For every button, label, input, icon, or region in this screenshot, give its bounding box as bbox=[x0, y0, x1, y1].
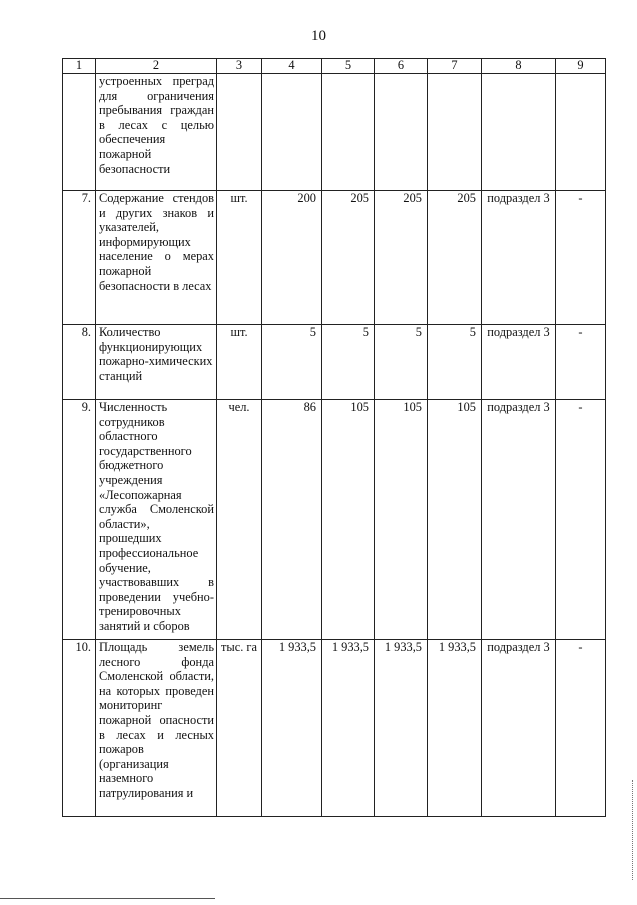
column-header: 4 bbox=[262, 59, 322, 74]
value-cell: 200 bbox=[262, 191, 322, 325]
value-cell bbox=[322, 74, 375, 191]
indicator-name: Площадь земель лесного фонда Смоленской области, на которых проведен мониторинг пожарной опасности в лесах и лесных пожаров (организация наземного патрулирования и bbox=[96, 640, 217, 817]
column-header: 9 bbox=[556, 59, 606, 74]
value-cell: 1 933,5 bbox=[322, 640, 375, 817]
note-cell: - bbox=[556, 191, 606, 325]
value-cell bbox=[428, 74, 482, 191]
row-number: 9. bbox=[63, 400, 96, 640]
value-cell: 5 bbox=[375, 325, 428, 400]
column-header: 6 bbox=[375, 59, 428, 74]
indicator-name: Количество функционирующих пожарно-химических станций bbox=[96, 325, 217, 400]
section-cell: подраздел 3 bbox=[482, 400, 556, 640]
value-cell bbox=[375, 74, 428, 191]
unit-cell: тыс. га bbox=[217, 640, 262, 817]
value-cell: 5 bbox=[262, 325, 322, 400]
indicator-name: Содержание стендов и других знаков и указателей, информирующих население о мерах пожарной безопасности в лесах bbox=[96, 191, 217, 325]
margin-mark bbox=[632, 780, 634, 880]
column-header: 1 bbox=[63, 59, 96, 74]
row-number: 10. bbox=[63, 640, 96, 817]
value-cell: 1 933,5 bbox=[262, 640, 322, 817]
table-row bbox=[63, 400, 606, 640]
value-cell bbox=[262, 74, 322, 191]
note-cell: - bbox=[556, 325, 606, 400]
value-cell: 105 bbox=[322, 400, 375, 640]
row-number: 8. bbox=[63, 325, 96, 400]
value-cell: 105 bbox=[375, 400, 428, 640]
bottom-rule bbox=[0, 898, 215, 899]
table-row bbox=[63, 191, 606, 325]
column-header: 7 bbox=[428, 59, 482, 74]
row-number: 7. bbox=[63, 191, 96, 325]
table-row bbox=[63, 74, 606, 191]
note-cell: - bbox=[556, 400, 606, 640]
value-cell: 5 bbox=[322, 325, 375, 400]
indicator-name: Численность сотрудников областного государственного бюджетного учреждения «Лесопожарная служба Смоленской области», прошедших профессиональное обучение, участвовавших в проведении учебно-тренировочных занятий и сборов bbox=[96, 400, 217, 640]
column-header: 2 bbox=[96, 59, 217, 74]
section-cell: подраздел 3 bbox=[482, 325, 556, 400]
section-cell bbox=[482, 74, 556, 191]
indicators-table bbox=[62, 58, 606, 817]
note-cell bbox=[556, 74, 606, 191]
section-cell: подраздел 3 bbox=[482, 640, 556, 817]
page-number: 10 bbox=[311, 28, 326, 44]
note-cell: - bbox=[556, 640, 606, 817]
unit-cell: шт. bbox=[217, 191, 262, 325]
row-number bbox=[63, 74, 96, 191]
value-cell: 205 bbox=[428, 191, 482, 325]
value-cell: 5 bbox=[428, 325, 482, 400]
column-header: 5 bbox=[322, 59, 375, 74]
unit-cell: шт. bbox=[217, 325, 262, 400]
value-cell: 105 bbox=[428, 400, 482, 640]
section-cell: подраздел 3 bbox=[482, 191, 556, 325]
value-cell: 205 bbox=[322, 191, 375, 325]
unit-cell bbox=[217, 74, 262, 191]
unit-cell: чел. bbox=[217, 400, 262, 640]
column-header: 3 bbox=[217, 59, 262, 74]
value-cell: 1 933,5 bbox=[375, 640, 428, 817]
table-row bbox=[63, 325, 606, 400]
table-header-row bbox=[63, 59, 606, 74]
value-cell: 205 bbox=[375, 191, 428, 325]
value-cell: 1 933,5 bbox=[428, 640, 482, 817]
column-header: 8 bbox=[482, 59, 556, 74]
indicator-name: устроенных преград для ограничения пребывания граждан в лесах с целью обеспечения пожарной безопасности bbox=[96, 74, 217, 191]
value-cell: 86 bbox=[262, 400, 322, 640]
table-row bbox=[63, 640, 606, 817]
